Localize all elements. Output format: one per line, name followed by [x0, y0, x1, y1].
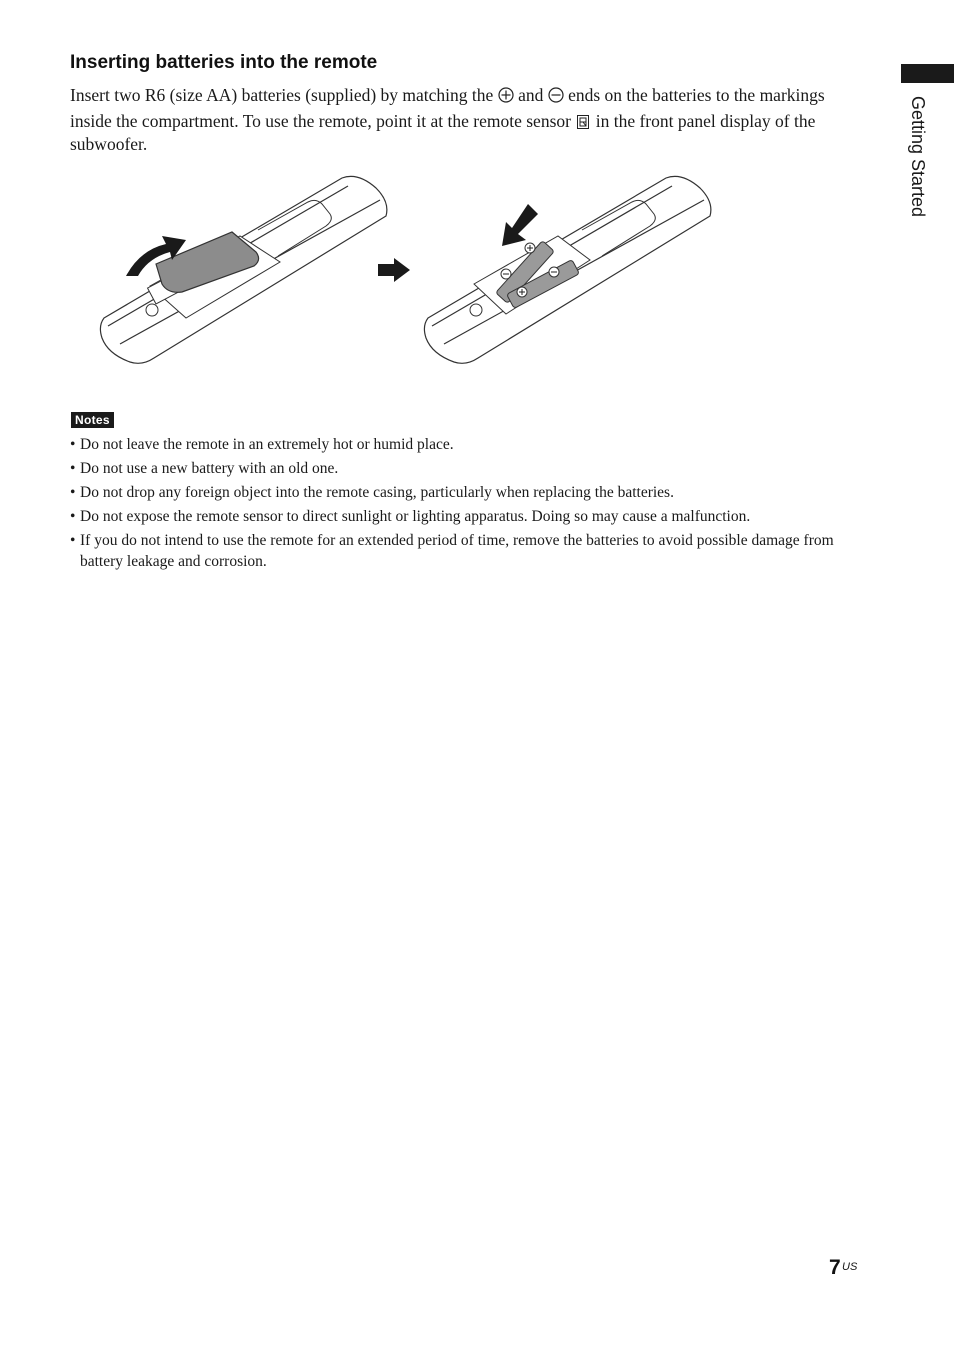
- plus-circle-icon: [498, 86, 514, 110]
- intro-paragraph: [70, 84, 860, 157]
- remote-sensor-icon: [577, 115, 589, 129]
- intro-text-3: in the front panel display of the subwoofer.: [70, 110, 816, 154]
- minus-circle-icon: [548, 86, 564, 110]
- right-arrow-icon: [378, 258, 410, 282]
- note-item: • If you do not intend to use the remote for an extended period of time, remove the batteries to avoid possible damage from battery leakage and corrosion.: [70, 530, 870, 572]
- insert-arrow-icon: [502, 204, 538, 246]
- notes-badge: Notes: [71, 412, 114, 428]
- intro-text-2: ends on the batteries to the markings inside the compartment. To use the remote, point it at the remote sensor: [70, 85, 825, 131]
- page-number: 7: [829, 1256, 841, 1279]
- section-tab-marker: [901, 64, 954, 83]
- section-tab-label: Getting Started: [908, 96, 928, 218]
- note-item: • Do not leave the remote in an extremely hot or humid place.: [70, 434, 870, 455]
- intro-and: and: [518, 85, 544, 105]
- note-item: • Do not expose the remote sensor to direct sunlight or lighting apparatus. Doing so may cause a malfunction.: [70, 506, 870, 527]
- intro-text-1: Insert two R6 (size AA) batteries (supplied) by matching the: [70, 85, 494, 105]
- note-item: • Do not drop any foreign object into the remote casing, particularly when replacing the batteries.: [70, 482, 870, 503]
- battery-insertion-illustration: [90, 168, 730, 378]
- page-region-suffix: US: [842, 1261, 858, 1273]
- note-item: • Do not use a new battery with an old one.: [70, 458, 870, 479]
- notes-list: [70, 434, 870, 575]
- section-heading: Inserting batteries into the remote: [70, 52, 378, 73]
